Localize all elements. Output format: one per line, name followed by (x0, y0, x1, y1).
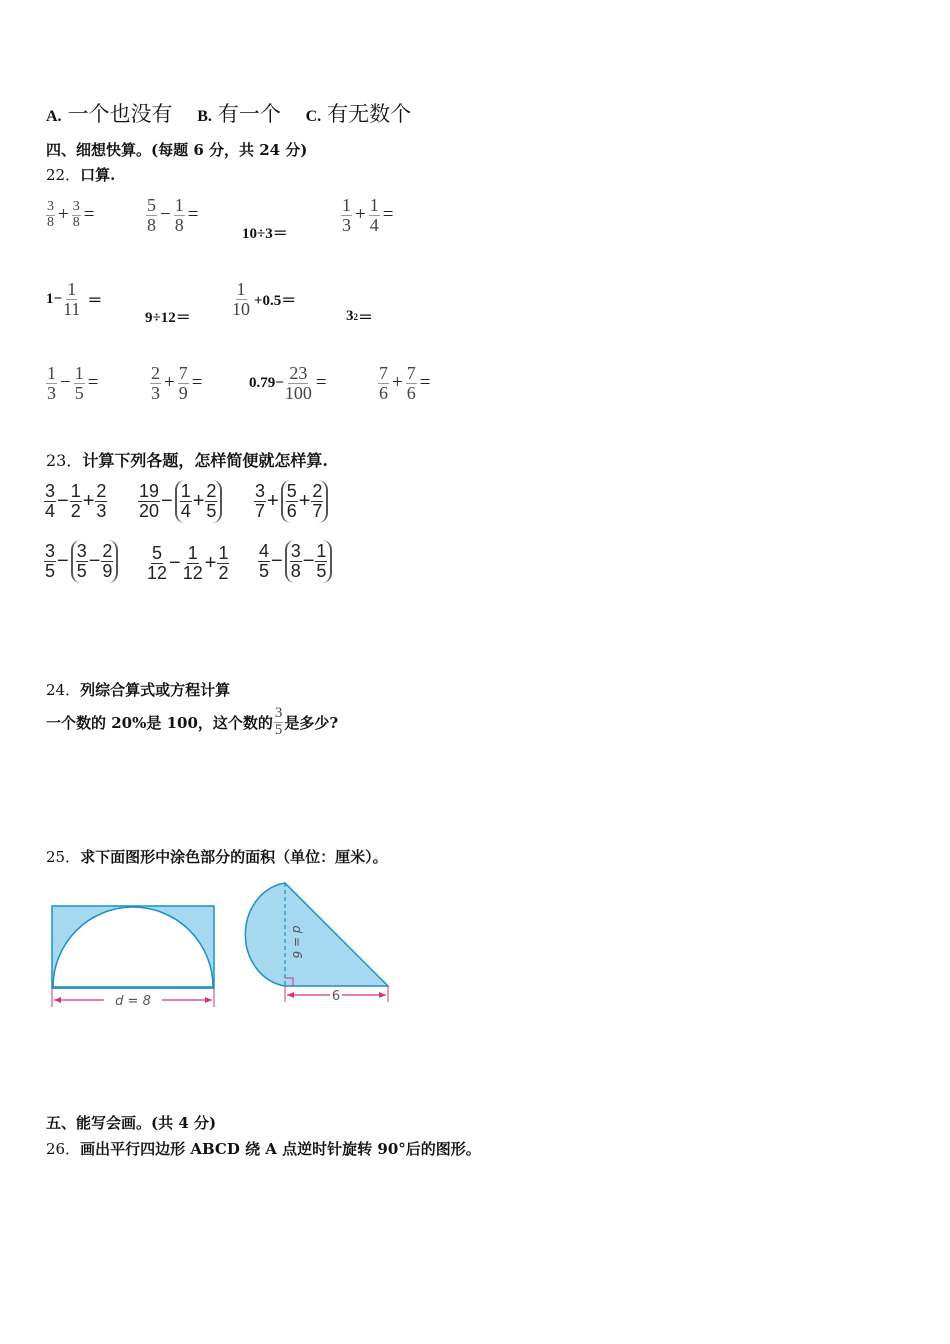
arrow-right-icon (379, 992, 386, 998)
calc-c4 (44, 540, 119, 583)
frac-den: 100 (284, 382, 312, 403)
fig2-diameter-label: d = 6 (290, 925, 304, 959)
frac-num: 1 (236, 279, 246, 299)
operator: + (298, 489, 311, 512)
frac-den: 10 (232, 298, 250, 319)
calc-c2 (138, 480, 223, 523)
frac-den: 11 (63, 298, 81, 319)
q26-text: 画出平行四边形 ABCD 绕 A 点逆时针旋转 90°后的图形。 (80, 1140, 481, 1158)
frac-den: 8 (72, 214, 80, 230)
frac-num: 2 (151, 363, 160, 383)
frac-den: 5 (76, 560, 87, 581)
oral-e10 (150, 364, 205, 403)
frac-den: 3 (151, 382, 160, 403)
frac-num: 1 (180, 481, 191, 501)
arrow-left-icon (54, 997, 61, 1003)
oral-e7-post: +0.5＝ (254, 292, 297, 309)
section5-title: 五、能写会画。(共 4 分) (46, 1114, 217, 1132)
q22-text: 口算. (80, 166, 116, 184)
frac-num: 3 (290, 541, 301, 561)
frac-den: 2 (218, 562, 229, 583)
frac-den: 3 (47, 382, 56, 403)
choice-b-label: B. (197, 108, 212, 125)
equals: = (419, 372, 431, 394)
operator: + (355, 204, 366, 226)
operator: − (57, 489, 69, 512)
q22-heading (46, 164, 115, 185)
calc-c5 (146, 544, 229, 583)
q26-heading (46, 1138, 481, 1159)
frac-num: 5 (286, 481, 297, 501)
equals: = (87, 372, 99, 394)
frac-den: 3 (96, 500, 107, 521)
arrow-left-icon (287, 992, 294, 998)
frac-den: 20 (139, 500, 160, 521)
shaded-semicircle-triangle (245, 883, 388, 986)
q24-problem-pre: 一个数的 20%是 100，这个数的 (46, 713, 273, 732)
frac-num: 3 (45, 541, 56, 561)
oral-e6 (145, 306, 191, 327)
q22-number: 22． (46, 166, 81, 184)
frac-num: 1 (67, 279, 77, 299)
operator: − (60, 372, 71, 394)
oral-e5-pre: 1− (46, 290, 63, 307)
frac-den: 4 (369, 214, 379, 235)
frac-num: 1 (316, 541, 327, 561)
frac-den: 6 (286, 500, 297, 521)
operator: − (302, 549, 315, 572)
frac-den: 12 (182, 562, 203, 583)
frac-num: 3 (274, 705, 283, 721)
frac-num: 2 (102, 541, 113, 561)
fig2-base-label: 6 (331, 989, 341, 1004)
q26-number: 26． (46, 1140, 81, 1158)
calc-c1 (44, 482, 107, 521)
oral-e11 (249, 364, 330, 403)
frac-den: 3 (342, 214, 351, 235)
frac-num: 2 (206, 481, 217, 501)
calc-c6 (258, 540, 333, 583)
q24-text: 列综合算式或方程计算 (80, 681, 231, 699)
calc-c3 (254, 480, 329, 523)
q25-text: 求下面图形中涂色部分的面积（单位：厘米）。 (80, 848, 388, 866)
oral-e6-text: 9÷12＝ (145, 310, 191, 326)
operator: − (57, 549, 69, 572)
frac-num: 3 (45, 481, 56, 501)
oral-e9 (46, 364, 101, 403)
frac-num: 1 (342, 195, 351, 215)
equals: = (315, 372, 327, 394)
q25-number: 25． (46, 848, 81, 866)
frac-den: 5 (74, 382, 84, 403)
operator: − (169, 551, 181, 574)
frac-den: 5 (259, 560, 270, 581)
equals: ＝ (358, 310, 374, 326)
frac-num: 3 (76, 541, 87, 561)
equals: = (382, 204, 394, 226)
frac-den: 5 (45, 560, 56, 581)
frac-den: 5 (274, 721, 283, 738)
oral-e4 (341, 196, 396, 235)
frac-num: 23 (289, 363, 308, 383)
oral-e11-pre: 0.79− (249, 374, 284, 391)
frac-num: 5 (147, 195, 156, 215)
q24-problem-post: 是多少? (284, 713, 339, 732)
frac-num: 1 (47, 363, 56, 383)
oral-e7 (231, 280, 296, 319)
frac-den: 5 (316, 560, 327, 581)
parentheses (285, 540, 333, 583)
frac-den: 9 (102, 560, 113, 581)
operator: + (82, 489, 95, 512)
q25-heading (46, 846, 388, 867)
choice-c-label: C. (305, 108, 322, 125)
choice-a-text: 一个也没有 (67, 102, 173, 126)
oral-e1 (46, 200, 97, 230)
power-base: 3 (346, 308, 354, 324)
frac-den: 9 (178, 382, 188, 403)
parentheses (71, 540, 119, 583)
frac-den: 7 (255, 500, 266, 521)
frac-den: 5 (206, 500, 217, 521)
oral-e2 (146, 196, 201, 235)
frac-num: 2 (312, 481, 323, 501)
oral-e12 (378, 364, 433, 403)
fig1-dimension-label: d = 8 (115, 994, 151, 1009)
q24-number: 24． (46, 681, 81, 699)
choice-a-label: A. (46, 108, 62, 125)
operator: + (392, 372, 403, 394)
choice-b-text: 有一个 (217, 102, 281, 126)
frac-num: 5 (152, 543, 163, 563)
frac-den: 2 (70, 500, 81, 521)
frac-den: 6 (406, 382, 416, 403)
frac-den: 8 (47, 214, 54, 230)
operator: − (271, 549, 283, 572)
choice-c-text: 有无数个 (327, 102, 412, 126)
frac-num: 3 (72, 199, 80, 214)
figure-rect-semicircle (52, 906, 214, 1009)
frac-den: 7 (312, 500, 323, 521)
equals: ＝ (87, 292, 103, 309)
q23-text: 计算下列各题，怎样简便就怎样算. (82, 451, 328, 470)
operator: + (164, 372, 175, 394)
operator: − (88, 549, 101, 572)
frac-num: 7 (178, 363, 188, 383)
frac-num: 1 (70, 481, 81, 501)
frac-num: 1 (218, 543, 229, 563)
power-exp: 2 (353, 311, 358, 322)
q24-problem (46, 706, 338, 739)
equals: = (191, 372, 203, 394)
operator: + (204, 551, 217, 574)
equals: = (187, 204, 199, 226)
operator: + (58, 204, 69, 226)
frac-num: 1 (187, 543, 198, 563)
oral-e3-text: 10÷3＝ (242, 226, 288, 242)
operator: + (267, 489, 279, 512)
oral-e8 (346, 306, 373, 327)
equals: = (83, 204, 95, 226)
frac-den: 4 (180, 500, 191, 521)
choices-row (46, 98, 429, 128)
arrow-right-icon (205, 997, 212, 1003)
parentheses (175, 480, 223, 523)
q25-figures (40, 870, 410, 1020)
frac-num: 1 (369, 195, 379, 215)
operator: − (161, 489, 173, 512)
frac-num: 3 (47, 199, 54, 214)
frac-den: 12 (147, 562, 168, 583)
frac-num: 7 (379, 363, 388, 383)
frac-num: 1 (74, 363, 84, 383)
q24-heading (46, 679, 230, 700)
frac-num: 7 (406, 363, 416, 383)
oral-e5 (46, 280, 102, 319)
frac-num: 4 (259, 541, 270, 561)
frac-den: 8 (174, 214, 184, 235)
section4-title: 四、细想快算。(每题 6 分，共 24 分) (46, 141, 308, 159)
figure-semicircle-triangle (245, 883, 388, 1004)
oral-e3 (242, 222, 288, 243)
frac-num: 3 (255, 481, 266, 501)
parentheses (281, 480, 329, 523)
frac-num: 1 (174, 195, 184, 215)
frac-den: 4 (45, 500, 56, 521)
frac-den: 8 (147, 214, 156, 235)
frac-den: 8 (290, 560, 301, 581)
operator: − (160, 204, 171, 226)
q23-heading (46, 448, 328, 471)
q23-number: 23． (46, 451, 83, 470)
frac-den: 6 (379, 382, 388, 403)
operator: + (192, 489, 205, 512)
frac-num: 2 (96, 481, 107, 501)
frac-num: 19 (139, 481, 160, 501)
